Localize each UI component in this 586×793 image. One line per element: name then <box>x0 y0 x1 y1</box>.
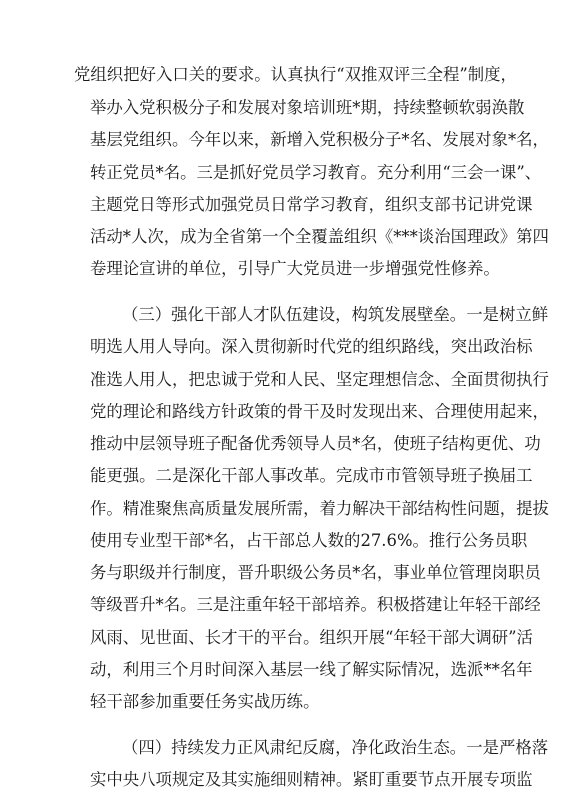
paragraph-line: 动，利用三个月时间深入基层一线了解实际情况，选派**名年 <box>90 660 533 679</box>
paragraph-line: 准选人用人，把忠诚于党和人民、坚定理想信念、全面贯彻执行 <box>90 370 549 389</box>
paragraph-line: 活动*人次，成为全省第一个全覆盖组织《***谈治国理政》第四 <box>90 227 549 246</box>
paragraph-line: 党的理论和路线方针政策的骨干及时发现出来、合理使用起来， <box>90 402 549 421</box>
paragraph-line: 能更强。二是深化干部人事改革。完成市市管领导班子换届工 <box>90 466 533 485</box>
paragraph-line: 风雨、见世面、长才干的平台。组织开展“年轻干部大调研”活 <box>90 628 533 647</box>
paragraph-line: 党组织把好入口关的要求。认真执行“双推双评三全程”制度， <box>74 65 517 84</box>
paragraph-line: 主题党日等形式加强党员日常学习教育，组织支部书记讲党课 <box>90 195 533 214</box>
paragraph-line: 举办入党积极分子和发展对象培训班*期，持续整顿软弱涣散 <box>90 98 525 117</box>
paragraph-line: 转正党员*名。三是抓好党员学习教育。充分利用“三会一课”、 <box>90 163 542 182</box>
paragraph-line: 等级晋升*名。三是注重年轻干部培养。积极搭建让年轻干部经 <box>90 595 541 614</box>
paragraph-line: 卷理论宣讲的单位，引导广大党员进一步增强党性修养。 <box>90 259 500 278</box>
paragraph-line: 作。精准聚焦高质量发展所需，着力解决干部结构性问题，提拔 <box>90 499 549 518</box>
paragraph-line: 务与职级并行制度，晋升职级公务员*名，事业单位管理岗职员 <box>90 563 541 582</box>
paragraph-line: 推动中层领导班子配备优秀领导人员*名，使班子结构更优、功 <box>90 434 541 453</box>
section-heading-line: （三）强化干部人才队伍建设，构筑发展壁垒。一是树立鲜 <box>122 305 549 324</box>
section-heading-line: （四）持续发力正风肃纪反腐，净化政治生态。一是严格落 <box>122 738 549 757</box>
paragraph-line: 轻干部参加重要任务实战历练。 <box>90 692 320 711</box>
paragraph-line: 实中央八项规定及其实施细则精神。紧盯重要节点开展专项监 <box>90 770 533 789</box>
paragraph-line: 明选人用人导向。深入贯彻新时代党的组织路线，突出政治标 <box>90 337 533 356</box>
paragraph-line: 基层党组织。今年以来，新增入党积极分子*名、发展对象*名， <box>90 130 549 149</box>
paragraph-line: 使用专业型干部*名，占干部总人数的27.6%。推行公务员职 <box>90 531 528 550</box>
